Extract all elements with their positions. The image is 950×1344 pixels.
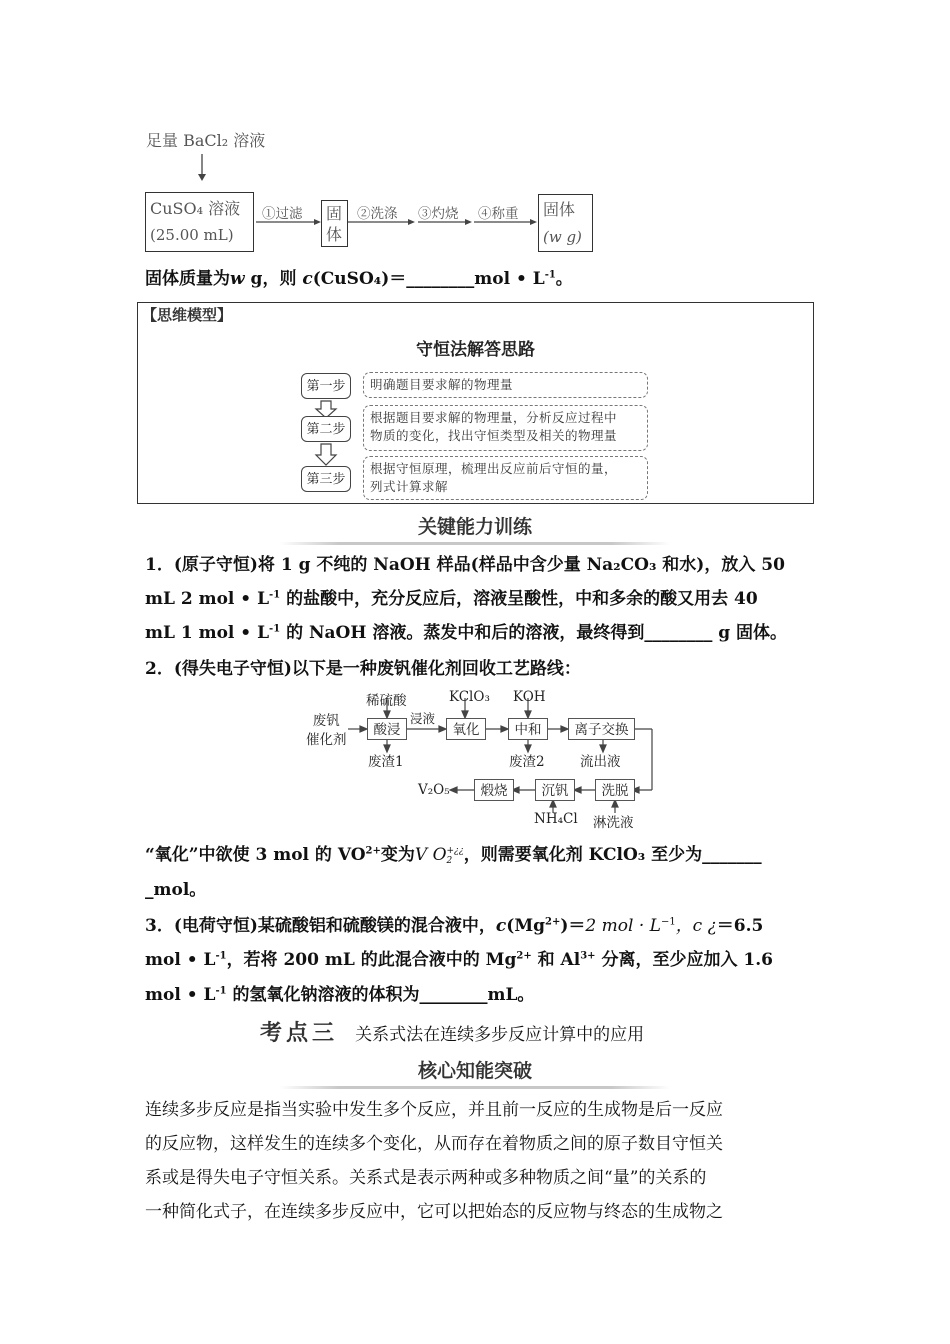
step1-label: ①过滤 xyxy=(262,206,303,222)
start-box-line2: (25.00 mL) xyxy=(150,226,234,244)
start-box-line1: CuSO₄ 溶液 xyxy=(150,199,241,218)
q1-line2-exp: -1 xyxy=(269,589,281,601)
box-ion-exchange: 离子交换 xyxy=(568,718,635,740)
step3-line1: 根据守恒原理，梳理出反应前后守恒的量， xyxy=(370,461,618,476)
hollow-down-arrow-icon xyxy=(314,443,338,467)
question-middle: g，则 xyxy=(244,269,303,289)
q3-line1g: ＝6.5 xyxy=(716,916,764,936)
body-line2: 的反应物，这样发生的连续多个变化，从而存在着物质之间的原子数目守恒关 xyxy=(145,1134,723,1154)
q2-line2c: ，则需要氧化剂 KClO₃ 至少为_______ xyxy=(463,845,762,865)
question-suffix: 。 xyxy=(555,269,573,289)
q3-line2d: 分离，至少应加入 1.6 xyxy=(595,950,773,970)
q3-line1d: )＝ xyxy=(560,916,586,936)
section-title-key-ability xyxy=(280,512,670,539)
q3-line2a: mol • L xyxy=(145,950,216,970)
solid1-label: 固体 xyxy=(326,204,343,244)
topic3-heading xyxy=(260,1016,644,1047)
question-c: c xyxy=(302,269,313,289)
section-title-core-knowledge xyxy=(280,1056,670,1083)
down-arrow-icon xyxy=(195,152,209,182)
box-calcine: 煅烧 xyxy=(474,779,514,801)
step2-line2: 物质的变化，找出守恒类型及相关的物理量 xyxy=(370,428,618,443)
vo2-sup: +¿¿ xyxy=(446,845,464,856)
step2-badge: 第二步 xyxy=(301,416,351,442)
q1-line2a: mL 2 mol • L xyxy=(145,589,270,609)
q1-line3-exp: -1 xyxy=(269,623,281,635)
q3-c: c xyxy=(495,916,507,936)
question-prefix: 固体质量为 xyxy=(145,269,230,289)
q3-line1a: 3．(电荷守恒)某硫酸铝和硫酸镁的混合液中， xyxy=(145,916,496,936)
vo2-sub: 2 xyxy=(446,855,453,866)
cuso4-solution-box xyxy=(145,192,254,252)
step3-line2: 列式计算求解 xyxy=(370,479,449,494)
body-line4: 一种简化式子，在连续多步反应中，它可以把始态的反应物与终态的生成物之 xyxy=(145,1202,723,1222)
body-line3: 系或是得失电子守恒关系。关系式是表示两种或多种物质之间“量”的关系的 xyxy=(145,1168,707,1188)
q3-line3b: 的氢氧化钠溶液的体积为________mL。 xyxy=(226,985,535,1005)
model-title: 守恒法解答思路 xyxy=(416,340,535,360)
q3-line1 xyxy=(145,909,810,943)
section1-title-text: 关键能力训练 xyxy=(417,516,532,538)
end-box-line1: 固体 xyxy=(543,200,576,219)
q3-line1-sup: 2+ xyxy=(545,916,561,928)
q3-line2c: 和 Al xyxy=(531,950,581,970)
box-vanadium-precip: 沉钒 xyxy=(535,779,575,801)
input-line1: 废钒 xyxy=(312,713,340,729)
step3-badge: 第三步 xyxy=(301,466,351,492)
q3-line2b: ，若将 200 mL 的此混合液中的 Mg xyxy=(226,950,517,970)
q3-line2-exp: -1 xyxy=(215,950,227,962)
q3-line2-sup1: 2+ xyxy=(516,950,532,962)
vo2-formula xyxy=(415,845,464,865)
question-w: w xyxy=(230,269,245,289)
vo2-base: V O xyxy=(414,845,447,865)
step2-line1: 根据题目要求解的物理量，分析反应过程中 xyxy=(370,410,618,425)
q1-line3b: 的 NaOH 溶液。蒸发中和后的溶液，最终得到________ g 固体。 xyxy=(280,623,788,643)
question-exp: -1 xyxy=(544,269,556,281)
step4-label: ④称重 xyxy=(478,206,519,222)
body-line1: 连续多步反应是指当实验中发生多个反应，并且前一反应的生成物是后一反应 xyxy=(145,1100,723,1120)
q2-line2a: “氧化”中欲使 3 mol 的 VO xyxy=(145,845,366,865)
step2-label: ②洗涤 xyxy=(357,206,398,222)
nh4cl-label: NH₄Cl xyxy=(534,811,578,827)
q3-line2-sup2: 3+ xyxy=(580,950,596,962)
box-elution: 洗脱 xyxy=(595,779,635,801)
q1-line2b: 的盐酸中，充分反应后，溶液呈酸性，中和多余的酸又用去 40 xyxy=(280,589,758,609)
box-oxidation: 氧化 xyxy=(446,718,486,740)
q3-line1e: 2 mol · L xyxy=(585,916,661,936)
q1-line1: 1．(原子守恒)将 1 g 不纯的 NaOH 样品(样品中含少量 Na₂CO₃ 和水)，放入 50 xyxy=(145,555,785,575)
reagent1-label: 稀硫酸 xyxy=(366,693,407,709)
q1-line2 xyxy=(145,582,758,616)
box-neutralize: 中和 xyxy=(508,718,548,740)
q1-line3a: mL 1 mol • L xyxy=(145,623,270,643)
q2-line3: _mol。 xyxy=(145,880,207,900)
thinking-model-box xyxy=(137,302,814,504)
q3-line1b: (Mg xyxy=(506,916,546,936)
step1-badge: 第一步 xyxy=(301,373,351,399)
product-label: V₂O₅ xyxy=(418,782,450,798)
input-label xyxy=(306,712,347,750)
eluent-label: 淋洗液 xyxy=(593,815,634,831)
body-paragraph xyxy=(145,1093,810,1229)
model-tag: 【思维模型】 xyxy=(142,306,233,324)
waste2-label: 废渣2 xyxy=(509,754,545,770)
effluent-label: 流出液 xyxy=(580,754,621,770)
question-line xyxy=(145,262,573,296)
step1-line1: 明确题目要求解的物理量 xyxy=(370,377,514,392)
q3-line3a: mol • L xyxy=(145,985,216,1005)
q3-line1f: ，c ¿ xyxy=(675,916,717,936)
box-acid-leach: 酸浸 xyxy=(367,718,407,740)
q1-line3 xyxy=(145,616,787,650)
q3-line3 xyxy=(145,978,534,1012)
q2-line2 xyxy=(145,838,762,872)
leachate-label: 浸液 xyxy=(410,711,436,726)
q2-line2-sup: 2+ xyxy=(365,845,381,857)
topic3-title: 关系式法在连续多步反应计算中的应用 xyxy=(355,1025,645,1045)
question-formula: (CuSO₄)＝________mol • L xyxy=(312,269,545,289)
q2-line1: 2．(得失电子守恒)以下是一种废钒催化剂回收工艺路线： xyxy=(145,659,581,679)
end-box-line2: (w g) xyxy=(543,228,582,246)
vo2-scripts xyxy=(447,846,464,866)
step3-label: ③灼烧 xyxy=(418,206,459,222)
reagent2-label: KClO₃ xyxy=(449,689,490,705)
end-solid-box xyxy=(538,194,593,252)
reagent3-label: KOH xyxy=(513,689,546,705)
q2-line2b: 变为 xyxy=(380,845,415,865)
q3-line2 xyxy=(145,943,773,977)
section2-title-text: 核心知能突破 xyxy=(417,1060,532,1082)
step2-text xyxy=(363,405,648,451)
q3-line1-exp: −1 xyxy=(660,916,676,928)
topic3-label: 考点三 xyxy=(260,1021,339,1046)
step1-text xyxy=(363,372,648,398)
reagent-label: 足量 BaCl₂ 溶液 xyxy=(146,131,266,150)
q3-line3-exp: -1 xyxy=(215,985,227,997)
solid1-box xyxy=(321,200,348,247)
input-line2: 催化剂 xyxy=(306,732,347,748)
step3-text xyxy=(363,456,648,500)
waste1-label: 废渣1 xyxy=(368,754,404,770)
